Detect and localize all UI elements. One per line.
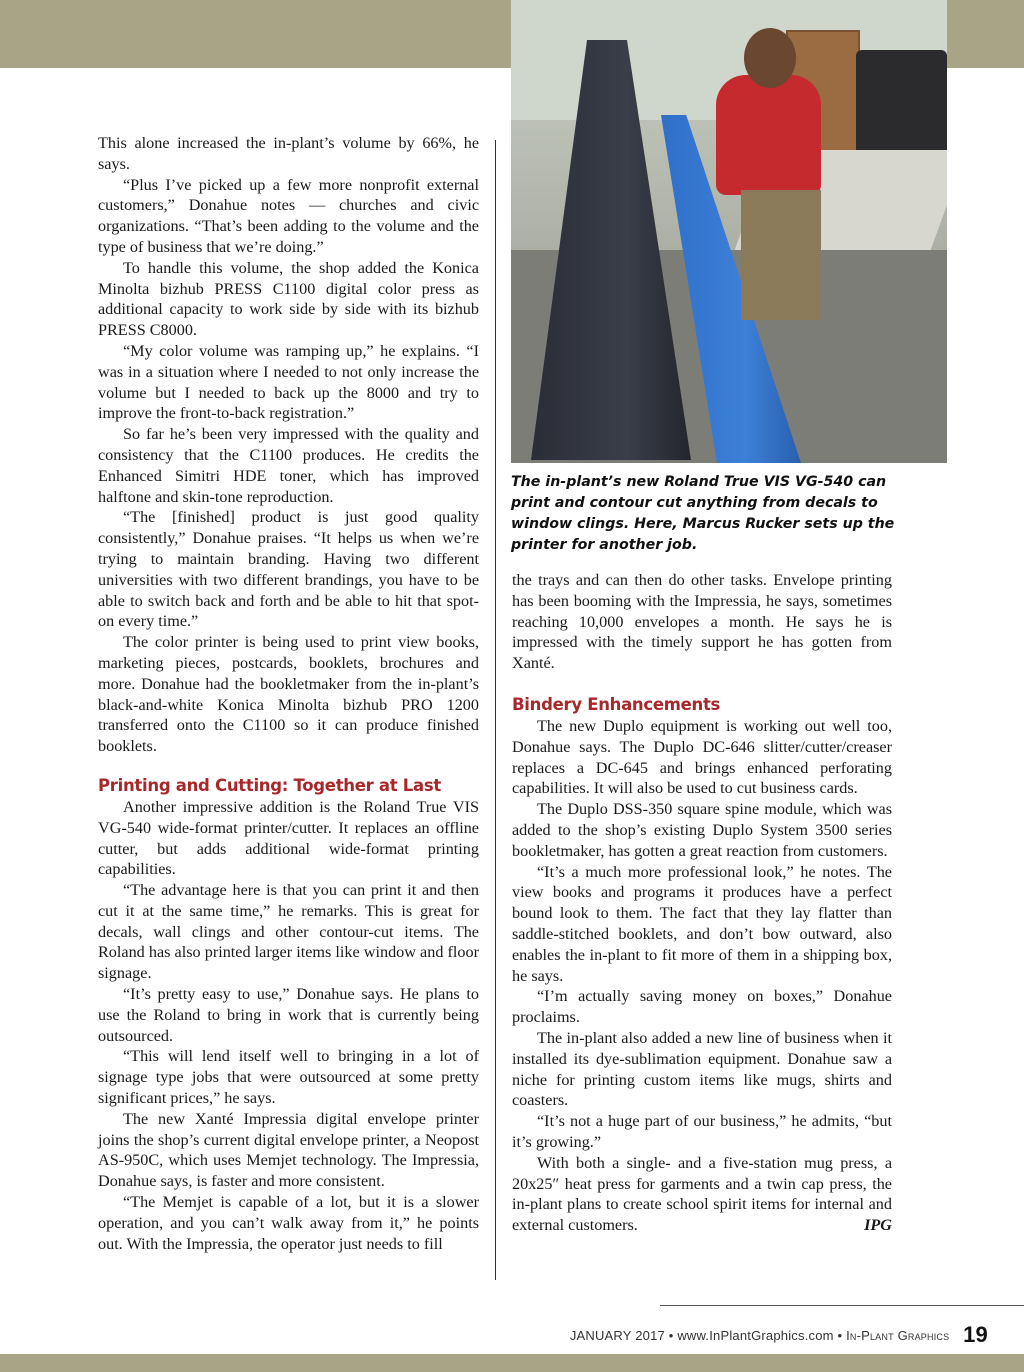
- issue-date: JANUARY 2017: [569, 1328, 665, 1343]
- website-url: www.InPlantGraphics.com: [677, 1328, 834, 1343]
- paragraph: “I’m actually saving money on boxes,” Donahue proclaims.: [512, 987, 892, 1027]
- paragraph: So far he’s been very impressed with the quality and consistency that the C1100 produces. He credits the Enhanced Simitri HDE toner, which has improved halftone and skin-tone reproduction.: [98, 425, 479, 506]
- paragraph-text: With both a single- and a five-station mug press, a 20x25″ heat press for garments and a twin cap press, the in-plant plans to create school spirit items for internal and external customers.: [512, 1153, 892, 1235]
- paragraph: the trays and can then do other tasks. Envelope printing has been booming with the Impressia, he says, sometimes reaching 10,000 envelopes a month. He says he is impressed with the timely support he has gotten from Xanté.: [512, 571, 892, 673]
- photo-caption: The in-plant’s new Roland True VIS VG-540 can print and contour cut anything from decals to window clings. Here, Marcus Rucker sets up the printer for another job.: [511, 474, 895, 553]
- paragraph: “The Memjet is capable of a lot, but it is a slower operation, and you can’t walk away from it,” he points out. With the Impressia, the operator just needs to fill: [98, 1193, 479, 1253]
- photo-person-shirt: [716, 75, 821, 195]
- section-heading: Bindery Enhancements: [512, 694, 721, 714]
- paragraph: “The advantage here is that you can print it and then cut it at the same time,” he remarks. This is great for decals, wall clings and other contour-cut items. The Roland has also printed larger items like window and floor signage.: [98, 881, 479, 983]
- footer-separator: •: [668, 1328, 674, 1343]
- footer-rule: [660, 1305, 1024, 1306]
- left-column: [98, 133, 479, 1254]
- paragraph: This alone increased the in-plant’s volume by 66%, he says.: [98, 134, 479, 173]
- right-column: [512, 570, 892, 1236]
- paragraph: Another impressive addition is the Roland True VIS VG-540 wide-format printer/cutter. It replaces an offline cutter, but adds additional wide-format printing capabilities.: [98, 797, 479, 879]
- paragraph: The new Xanté Impressia digital envelope printer joins the shop’s current digital envelope printer, a Neopost AS-950C, which uses Memjet technology. The Impressia, Donahue says, is faster and more consistent.: [98, 1109, 479, 1191]
- ipg-signoff: IPG: [864, 1216, 892, 1235]
- paragraph: “It’s not a huge part of our business,” he admits, “but it’s growing.”: [512, 1112, 892, 1151]
- paragraph: To handle this volume, the shop added the Konica Minolta bizhub PRESS C1100 digital color press as additional capacity to work side by side with its bizhub PRESS C8000.: [98, 258, 479, 340]
- paragraph: The in-plant also added a new line of business when it installed its dye-sublimation equipment. Donahue saw a niche for printing custom items like mugs, shirts and coasters.: [512, 1028, 892, 1110]
- photo-person-head: [744, 28, 796, 88]
- printer-photo: [511, 0, 947, 463]
- paragraph: “Plus I’ve picked up a few more nonprofit external customers,” Donahue notes — churches and civic organizations. “That’s been adding to the volume and the type of business that we’re doing.”: [98, 175, 479, 256]
- page-number: 19: [963, 1322, 988, 1347]
- paragraph: The Duplo DSS-350 square spine module, which was added to the shop’s existing Duplo System 3500 series bookletmaker, has gotten a great reaction from customers.: [512, 800, 892, 860]
- page-footer: [570, 1322, 988, 1348]
- paragraph: The new Duplo equipment is working out well too, Donahue says. The Duplo DC-646 slitter/cutter/creaser replaces a DC-645 and brings enhanced perforating capabilities. It will also be used to cut business cards.: [512, 716, 892, 798]
- paragraph: The color printer is being used to print view books, marketing pieces, postcards, booklets, brochures and more. Donahue had the bookletmaker from the in-plant’s black-and-white Konica Minolta bizhub PRO 1200 transferred onto the C1100 so it can produce finished booklets.: [98, 633, 479, 756]
- paragraph: “The [finished] product is just good quality consistently,” Donahue praises. “It helps us when we’re trying to maintain branding. Having two different universities with two different brandings, you have to be able to switch back and forth and be able to hit that spot-on every time.”: [98, 508, 479, 631]
- paragraph: “My color volume was ramping up,” he explains. “I was in a situation where I needed to not only increase the volume but I needed to back up the 8000 and try to improve the front-to-back registration.”: [98, 341, 479, 423]
- footer-separator: •: [837, 1328, 843, 1343]
- paragraph: “It’s a much more professional look,” he notes. The view books and programs it produces have a perfect bound look to them. The fact that they lay flatter than saddle-stitched booklets, and don’t bow outward, also enables the in-plant to fit more of them in a shipping box, he says.: [512, 862, 892, 985]
- section-heading: Printing and Cutting: Together at Last: [98, 775, 441, 795]
- paragraph: “It’s pretty easy to use,” Donahue says. He plans to use the Roland to bring in work that is currently being outsourced.: [98, 985, 479, 1045]
- column-divider: [495, 140, 496, 1280]
- publication-name: In-Plant Graphics: [846, 1328, 950, 1343]
- paragraph: “This will lend itself well to bringing in a lot of signage type jobs that were outsourced at some pretty significant prices,” he says.: [98, 1047, 479, 1108]
- photo-person-pants: [741, 190, 821, 320]
- photo-coat-rack: [856, 50, 947, 160]
- paragraph-with-signoff: [512, 1153, 892, 1236]
- bottom-color-band: [0, 1354, 1024, 1372]
